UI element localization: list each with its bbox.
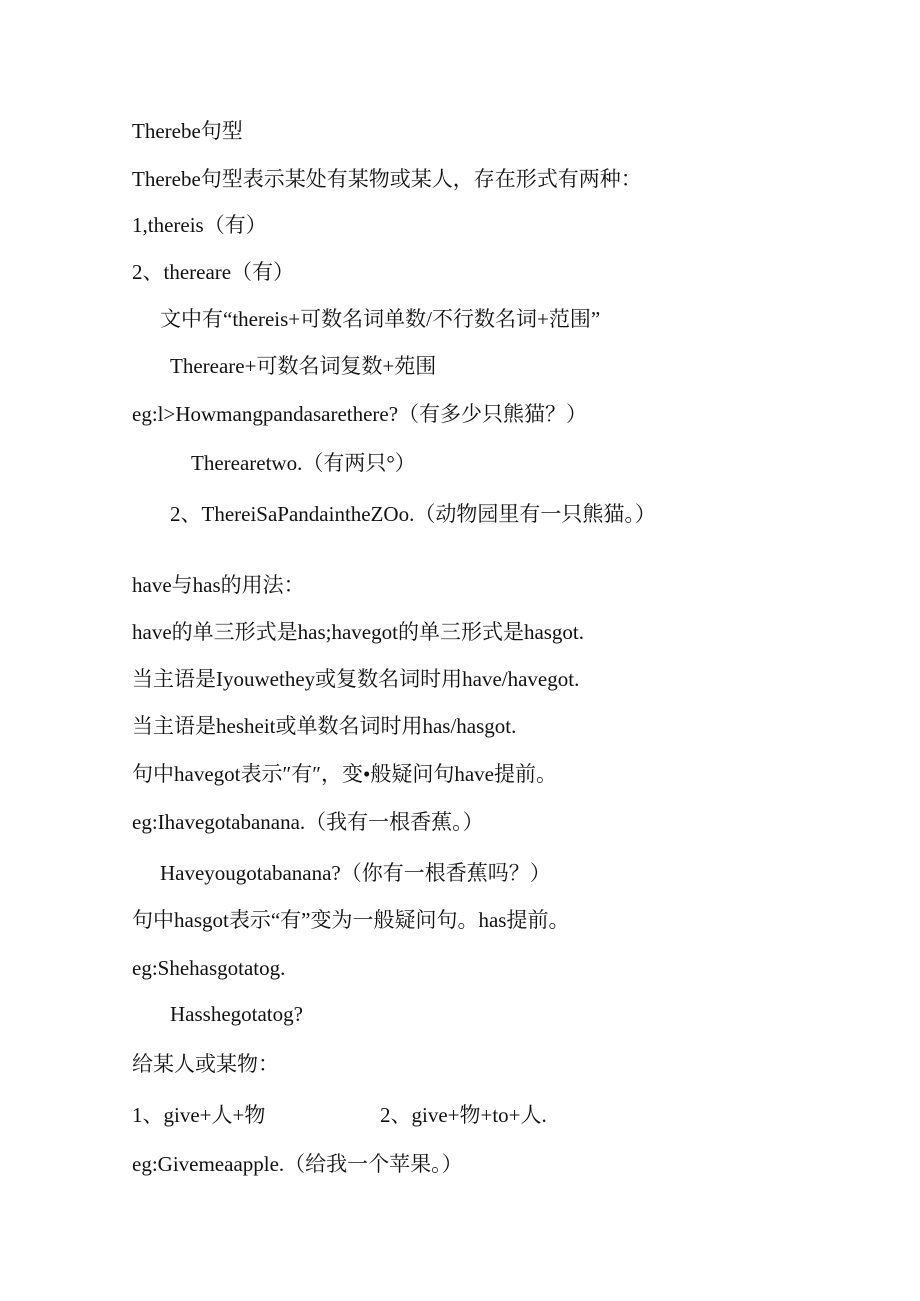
section-title-give: 给某人或某物： <box>132 1052 279 1076</box>
example-havegot-question: Haveyougotabanana?（你有一根香蕉吗？） <box>160 861 551 885</box>
hasgot-question-rule: 句中hasgot表示“有”变为一般疑问句。has提前。 <box>132 908 570 932</box>
form-thereis: 1,thereis（有） <box>132 213 267 237</box>
rule-thereis: 文中有“thereis+可数名词单数/不行数名词+范围” <box>160 307 601 331</box>
subject-singular-rule: 当主语是hesheit或单数名词时用has/hasgot. <box>132 714 517 738</box>
give-pattern-1: 1、give+人+物 <box>132 1103 266 1127</box>
form-thereare: 2、thereare（有） <box>132 260 295 284</box>
example-zoo: 2、ThereiSaPandaintheZOo.（动物园里有一只熊猫。） <box>170 502 656 526</box>
subject-plural-rule: 当主语是Iyouwethey或复数名词时用have/havegot. <box>132 667 580 691</box>
example-answer: Therearetwo.（有两只°） <box>191 451 416 475</box>
give-pattern-2: 2、give+物+to+人. <box>380 1103 547 1127</box>
therebe-description: Therebe句型表示某处有某物或某人，存在形式有两种： <box>132 167 642 191</box>
example-question: eg:l>Howmangpandasarethere?（有多少只熊猫？） <box>132 402 588 426</box>
have-third-person-rule: have的单三形式是has;havegot的单三形式是hasgot. <box>132 620 585 644</box>
example-havegot: eg:Ihavegotabanana.（我有一根香蕉。） <box>132 810 484 834</box>
havegot-question-rule: 句中havegot表示″有″，变•般疑问句have提前。 <box>132 762 557 786</box>
section-title-therebe: Therebe句型 <box>132 119 243 143</box>
example-give: eg:Givemeaapple.（给我一个苹果。） <box>132 1152 463 1176</box>
example-hasgot-question: Hasshegotatog? <box>170 1002 303 1026</box>
section-title-have-has: have与has的用法： <box>132 573 305 597</box>
example-hasgot: eg:Shehasgotatog. <box>132 956 286 980</box>
rule-thereare: Thereare+可数名词复数+苑围 <box>170 354 437 378</box>
